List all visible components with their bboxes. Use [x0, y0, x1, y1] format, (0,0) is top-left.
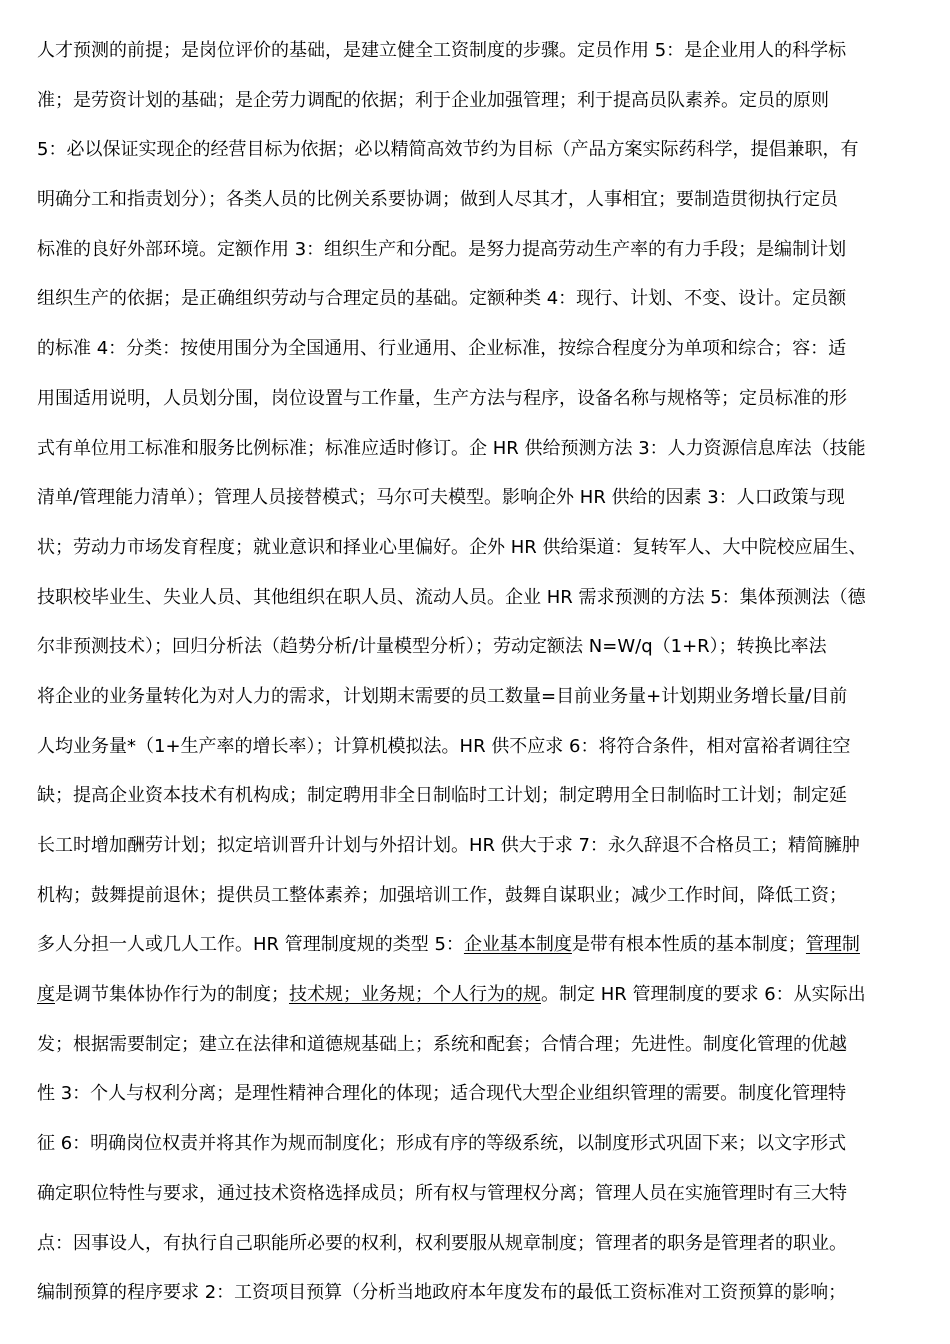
text-line-3	[37, 137, 917, 187]
text-line-15	[37, 734, 917, 784]
text-segment: 缺；提高企业资本技术有机构成；制定聘用非全日制临时工计划；制定聘用全日制临时工计划；制定延	[37, 785, 847, 807]
text-line-16	[37, 783, 917, 833]
text-line-26	[37, 1280, 917, 1330]
text-segment: 标准的良好外部环境。定额作用 3：组织生产和分配。是努力提高劳动生产率的有力手段；是编制计划	[37, 238, 847, 260]
text-segment: 明确分工和指责划分）；各类人员的比例关系要协调；做到人尽其才，人事相宜；要制造贯彻执行定员	[37, 189, 838, 211]
text-line-14	[37, 684, 917, 734]
text-line-1	[37, 38, 917, 88]
text-line-10	[37, 485, 917, 535]
text-segment: 编制预算的程序要求 2：工资项目预算（分析当地政府本年度发布的最低工资标准对工资预算的影响；	[37, 1282, 847, 1304]
text-segment: 5：必以保证实现企的经营目标为依据；必以精简高效节约为目标（产品方案实际药科学，提倡兼职，有	[37, 139, 859, 161]
text-line-11	[37, 535, 917, 585]
text-segment: 多人分担一人或几人工作。HR 管理制度规的类型 5：	[37, 934, 464, 956]
text-segment: 是调节集体协作行为的制度；	[55, 984, 289, 1006]
text-line-22	[37, 1081, 917, 1131]
underlined-term: 技术规；业务规；个人行为的规	[289, 984, 541, 1006]
text-segment: 的标准 4：分类：按使用围分为全国通用、行业通用、企业标准，按综合程度分为单项和综合；容：适	[37, 338, 847, 360]
text-segment: 技职校毕业生、失业人员、其他组织在职人员、流动人员。企业 HR 需求预测的方法 5：集体预测法（德	[37, 586, 866, 608]
text-segment: 状；劳动力市场发育程度；就业意识和择业心里偏好。企外 HR 供给渠道：复转军人、大中院校应届生、	[37, 536, 867, 558]
text-segment: 点：因事设人，有执行自己职能所必要的权利，权利要服从规章制度；管理者的职务是管理者的职业。	[37, 1232, 847, 1254]
text-segment: 将企业的业务量转化为对人力的需求，计划期末需要的员工数量=目前业务量+计划期业务增长量/目前	[37, 685, 848, 707]
text-line-21	[37, 1032, 917, 1082]
text-segment: 长工时增加酬劳计划；拟定培训晋升计划与外招计划。HR 供大于求 7：永久辞退不合格员工；精简臃肿	[37, 835, 860, 856]
underlined-term: 度	[37, 984, 55, 1006]
text-line-17	[37, 833, 917, 883]
text-segment: 组织生产的依据；是正确组织劳动与合理定员的基础。定额种类 4：现行、计划、不变、设计。定员额	[37, 288, 847, 310]
text-segment: 征 6：明确岗位权责并将其作为规而制度化；形成有序的等级系统，以制度形式巩固下来；以文字形式	[37, 1133, 847, 1155]
text-line-23	[37, 1131, 917, 1181]
text-line-5	[37, 237, 917, 287]
text-line-18	[37, 883, 917, 933]
text-segment: 用围适用说明，人员划分围，岗位设置与工作量，生产方法与程序，设备名称与规格等；定员标准的形	[37, 387, 847, 409]
text-segment: 是带有根本性质的基本制度；	[571, 934, 806, 956]
underlined-term: 管理制	[805, 934, 860, 956]
text-line-12	[37, 585, 917, 635]
text-segment: 准；是劳资计划的基础；是企劳力调配的依据；利于企业加强管理；利于提高员队素养。定员的原则	[37, 89, 829, 111]
underlined-term: 企业基本制度	[463, 934, 572, 956]
text-line-8	[37, 386, 917, 436]
text-line-7	[37, 336, 917, 386]
text-line-19	[37, 932, 917, 982]
text-segment: 。制定 HR 管理制度的要求 6：从实际出	[541, 984, 866, 1006]
text-segment: 人均业务量*（1+生产率的增长率）；计算机模拟法。HR 供不应求 6：将符合条件，相对富裕者调往空	[37, 735, 851, 757]
text-segment: 人才预测的前提；是岗位评价的基础，是建立健全工资制度的步骤。定员作用 5：是企业用人的科学标	[37, 40, 847, 61]
text-line-20	[37, 982, 917, 1032]
text-segment: 清单/管理能力清单）；管理人员接替模式；马尔可夫模型。影响企外 HR 供给的因素 3：人口政策与现	[37, 487, 845, 509]
text-line-9	[37, 436, 917, 486]
text-line-24	[37, 1181, 917, 1231]
text-line-13	[37, 634, 917, 684]
document-page	[37, 38, 917, 1330]
text-line-6	[37, 286, 917, 336]
text-segment: 尔非预测技术）；回归分析法（趋势分析/计量模型分析）；劳动定额法 N=W/q（1+R）；转换比率法	[37, 636, 827, 658]
text-line-4	[37, 187, 917, 237]
text-segment: 机构；鼓舞提前退休；提供员工整体素养；加强培训工作，鼓舞自谋职业；减少工作时间，降低工资；	[37, 884, 847, 906]
text-line-2	[37, 88, 917, 138]
text-segment: 确定职位特性与要求，通过技术资格选择成员；所有权与管理权分离；管理人员在实施管理时有三大特	[37, 1182, 847, 1204]
text-segment: 性 3：个人与权利分离；是理性精神合理化的体现；适合现代大型企业组织管理的需要。制度化管理特	[37, 1083, 847, 1105]
text-line-25	[37, 1231, 917, 1281]
text-segment: 式有单位用工标准和服务比例标准；标准应适时修订。企 HR 供给预测方法 3：人力资源信息库法（技能	[37, 437, 866, 459]
text-segment: 发；根据需要制定；建立在法律和道德规基础上；系统和配套；合情合理；先进性。制度化管理的优越	[37, 1033, 847, 1055]
